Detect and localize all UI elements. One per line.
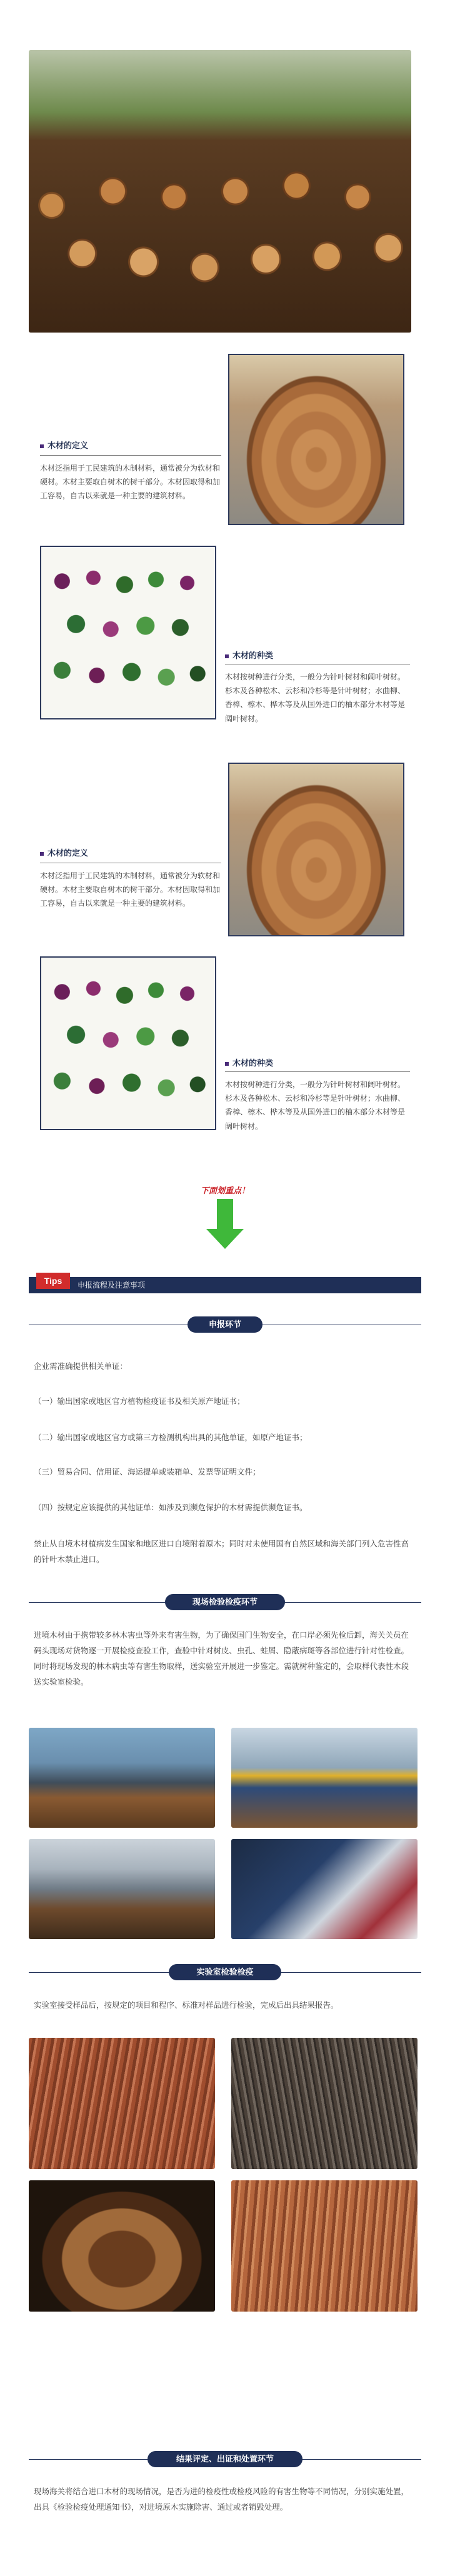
declaration-item: （三）贸易合同、信用证、海运提单或装箱单、发票等证明文件； xyxy=(34,1468,261,1476)
tips-title: 申报流程及注意事项 xyxy=(78,1281,146,1290)
result-text: 现场海关将结合进口木材的现场情况，是否为进的检疫性或检疫风险的有害生物等不同情况，分别实施处置，出具《检验检疫处理通知书》，对进境原木实施除害、通过或者销毁处理。 xyxy=(34,2487,409,2512)
log-end-photo xyxy=(228,763,404,936)
heading-bullet-icon xyxy=(225,654,229,658)
heading-bullet-icon xyxy=(40,444,44,448)
declaration-item: （四）按规定应该提供的其他证单：如涉及到濒危保护的木材需提供濒危证书。 xyxy=(34,1503,308,1512)
types-heading: 木材的种类 xyxy=(225,649,273,661)
declaration-note: 禁止从自境木材植病发生国家和地区进口自境附着原木；同时对未使用国有自然区域和海关部门列入危害性高的针叶木禁止进口。 xyxy=(34,1540,409,1564)
declaration-intro: 企业需准确提供相关单证： xyxy=(34,1362,128,1371)
definition-heading: 木材的定义 xyxy=(40,439,88,451)
wood-pest-photo xyxy=(231,2038,418,2169)
log-end-photo xyxy=(228,354,404,525)
types-text: 木材按树种进行分类，一般分为针叶树材和阔叶树材。杉木及各种松木、云杉和冷杉等是针叶树材；水曲柳、香樟、檫木、桦木等及从国外进口的柚木部分木材等是阔叶树材。 xyxy=(225,1080,406,1131)
hero-log-pile-photo xyxy=(29,50,411,333)
definition-text: 木材泛指用于工民建筑的木制材料，通常被分为软材和硬材。木材主要取自树木的树干部分。木材因取得和加工容易，自古以来就是一种主要的建筑材料。 xyxy=(40,871,221,908)
onsite-text: 进境木材由于携带较多林木害虫等外来有害生物，为了确保国门生物安全，在口岸必须先检后卸，海关关员在码头现场对货物逐一开展检疫查验工作，查验中针对树皮、虫孔、蛀屑、隐蔽病斑等各部位进行针对性检查。同时将现场发现的林木病虫等有害生物取样，送实验室开展进一步鉴定。需就树种鉴定的，会取样代表性木段送实验室检验。 xyxy=(34,1631,409,1686)
section-declaration-title: 申报环节 xyxy=(188,1316,262,1333)
definition-text: 木材泛指用于工民建筑的木制材料，通常被分为软材和硬材。木材主要取自树木的树干部分。木材因取得和加工容易，自古以来就是一种主要的建筑材料。 xyxy=(40,464,221,501)
divider xyxy=(40,455,221,456)
port-inspection-photo xyxy=(29,1728,215,1828)
heading-bullet-icon xyxy=(40,852,44,856)
wood-pest-photo xyxy=(231,2180,418,2312)
tree-species-chart xyxy=(40,546,216,719)
declaration-item: （二）输出国家或地区官方或第三方检测机构出具的其他单证，如原产地证书； xyxy=(34,1433,308,1442)
down-arrow-icon xyxy=(206,1199,244,1251)
divider xyxy=(225,1071,410,1072)
port-inspection-photo xyxy=(231,1728,418,1828)
port-inspection-photo xyxy=(29,1839,215,1939)
section-lab-title: 实验室检验检疫 xyxy=(169,1964,281,1980)
declaration-item: （一）输出国家或地区官方植物检疫证书及相关原产地证书； xyxy=(34,1397,245,1406)
types-text: 木材按树种进行分类，一般分为针叶树材和阔叶树材。杉木及各种松木、云杉和冷杉等是针叶树材；水曲柳、香樟、檫木、桦木等及从国外进口的柚木部分木材等是阔叶树材。 xyxy=(225,673,406,723)
heading-bullet-icon xyxy=(225,1062,229,1066)
wood-pest-photo xyxy=(29,2180,215,2312)
tips-tag: Tips xyxy=(36,1273,70,1289)
section-onsite-title: 现场检验检疫环节 xyxy=(165,1594,285,1610)
tree-species-chart xyxy=(40,956,216,1130)
section-result-title: 结果评定、出证和处置环节 xyxy=(148,2451,302,2467)
key-points-hint: 下面划重点！ xyxy=(200,1186,249,1195)
wood-pest-photo xyxy=(29,2038,215,2169)
definition-heading: 木材的定义 xyxy=(40,846,88,858)
port-inspection-photo xyxy=(231,1839,418,1939)
types-heading: 木材的种类 xyxy=(225,1056,273,1068)
lab-text: 实验室接受样品后，按规定的项目和程序、标准对样品进行检验，完成后出具结果报告。 xyxy=(34,2001,339,2010)
